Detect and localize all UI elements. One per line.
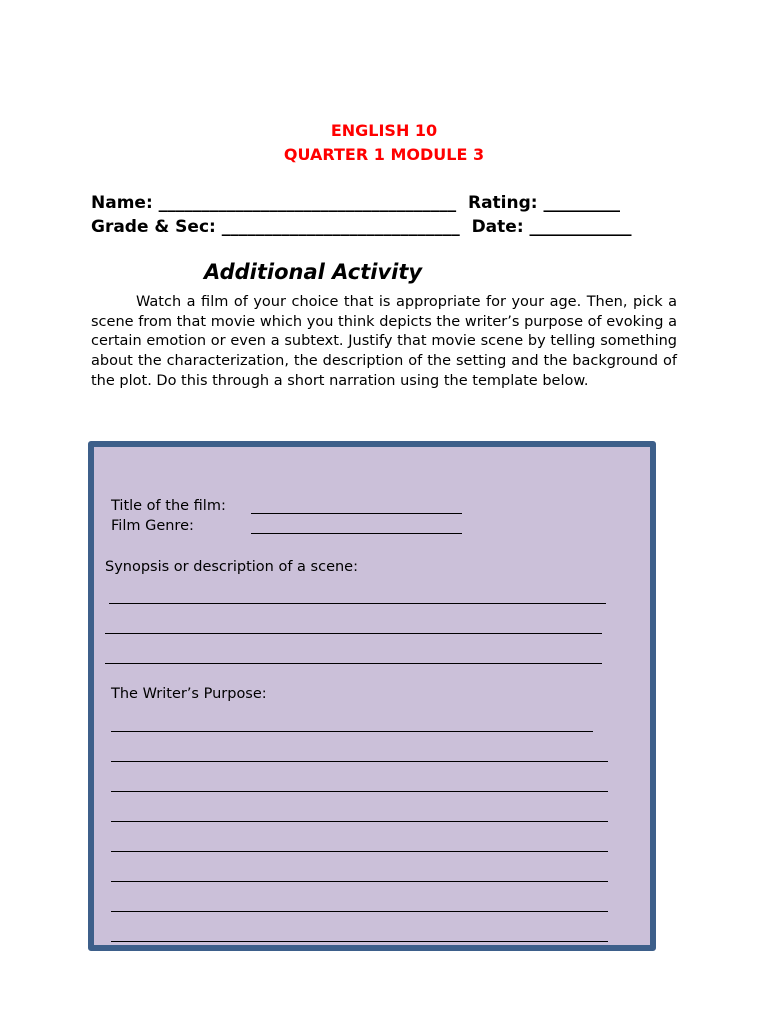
purpose-blank-line — [111, 851, 608, 852]
module-title: QUARTER 1 MODULE 3 — [283, 145, 485, 164]
grade-date-row: Grade & Sec: ____________________________ Date: ____________ — [91, 217, 632, 237]
purpose-blank-line — [111, 821, 608, 822]
title-of-film-blank — [251, 513, 462, 514]
film-genre-blank — [251, 533, 462, 534]
synopsis-label: Synopsis or description of a scene: — [105, 559, 358, 575]
name-rating-row: Name: ___________________________________ Rating: _________ — [91, 193, 621, 213]
purpose-blank-line — [111, 881, 608, 882]
purpose-blank-line — [111, 941, 608, 942]
purpose-blank-line — [111, 791, 608, 792]
activity-instructions: Watch a film of your choice that is appropriate for your age. Then, pick a scene from that movie which you think depicts the writer’s purpose of evoking a certain emotion or even a subtext. Justify that movie scene by telling something about the characterization, the description of the setting and the background of the plot. Do this through a short narration using the template below. — [91, 294, 677, 389]
activity-heading: Additional Activity — [204, 260, 423, 284]
writers-purpose-label: The Writer’s Purpose: — [111, 686, 267, 702]
purpose-blank-line — [111, 761, 608, 762]
subject-title: ENGLISH 10 — [330, 121, 438, 140]
synopsis-blank-line — [105, 633, 602, 634]
purpose-blank-line — [111, 731, 593, 732]
synopsis-blank-line — [109, 603, 606, 604]
narration-template-box — [88, 441, 656, 951]
film-genre-label: Film Genre: — [111, 518, 194, 534]
synopsis-blank-line — [105, 663, 602, 664]
purpose-blank-line — [111, 911, 608, 912]
title-of-film-label: Title of the film: — [111, 498, 226, 514]
